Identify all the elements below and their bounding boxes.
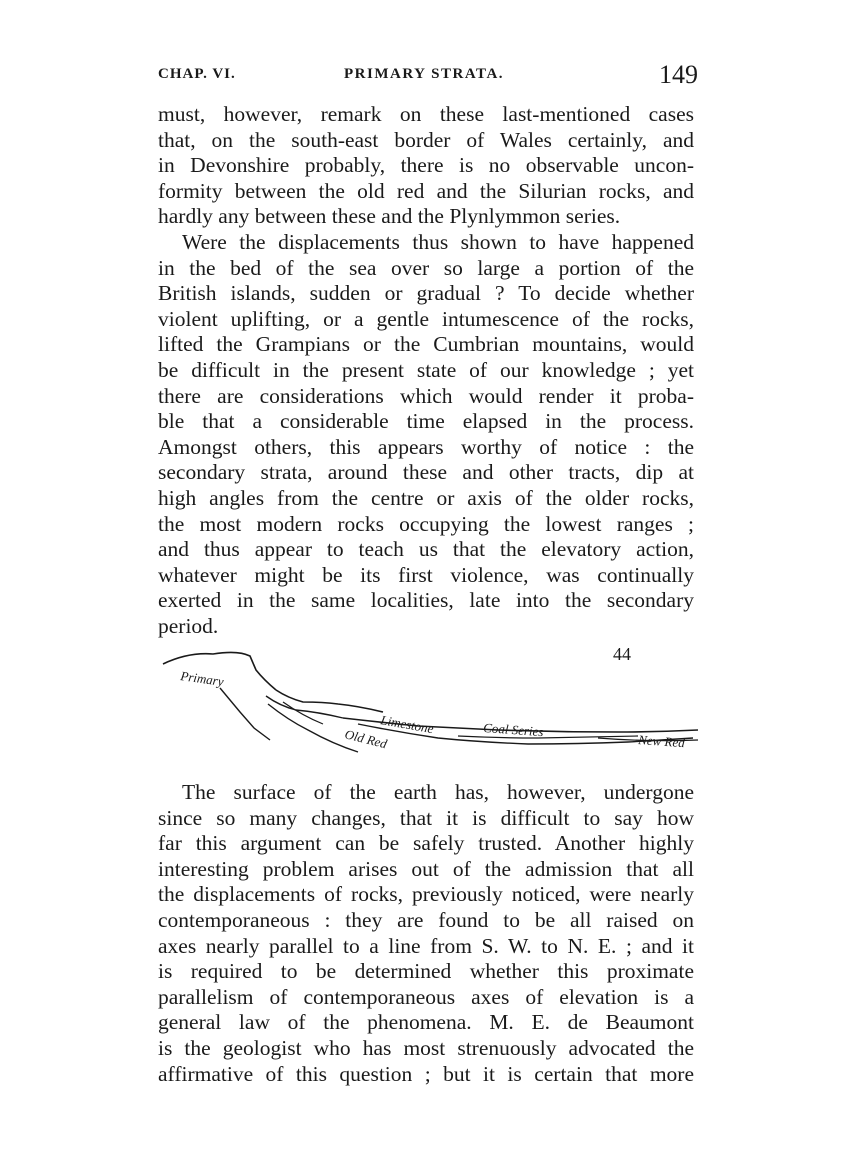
text-line: be difficult in the present state of our knowledge ; yet [158,357,694,382]
text-line: whatever might be its first violence, was continually [158,562,694,587]
strata-figure [158,640,708,770]
text-line: that, on the south-east border of Wales certainly, and [158,127,694,152]
figure-number: 44 [613,644,631,664]
text-line: in the bed of the sea over so large a portion of the [158,255,694,280]
text-line: period. [158,613,219,638]
text-line: secondary strata, around these and other tracts, dip at [158,460,694,485]
old-red-lower [268,704,358,752]
coal-series-line [458,736,638,738]
text-line: must, however, remark on these last-mentioned cases [158,102,694,126]
text-line: the most modern rocks occupying the lowest ranges ; [158,511,694,536]
text-line: exerted in the same localities, late into the secondary [158,588,694,613]
text-line: axes nearly parallel to a line from S. W. to N. E. ; and it [158,933,694,958]
running-head [158,60,698,92]
primary-label: Primary [179,668,225,690]
running-title: PRIMARY STRATA. [344,66,505,82]
page-number: 149 [659,60,698,89]
paragraph-main [158,780,694,1087]
strata-section-diagram [158,640,708,770]
text-line: The surface of the earth has, however, undergone [182,780,694,804]
text-line: the displacements of rocks, previously noticed, were nearly [158,882,694,907]
chapter-heading: CHAP. VI. [158,66,236,82]
text-line: parallelism of contemporaneous axes of elevation is a [158,984,694,1009]
coal-series-label: Coal Series [482,720,545,740]
new-red-label: New Red [637,732,686,751]
paragraph-continuation [158,102,694,639]
text-line: contemporaneous : they are found to be all raised on [158,907,694,932]
text-line: and thus appear to teach us that the elevatory action, [158,537,694,562]
text-line: there are considerations which would render it proba- [158,383,694,408]
text-line: affirmative of this question ; but it is certain that more [158,1061,694,1086]
text-line: is the geologist who has most strenuously advocated the [158,1035,694,1060]
limestone-label: Limestone [379,712,435,737]
text-line: hardly any between these and the Plynlymmon series. [158,204,621,229]
text-line: ble that a considerable time elapsed in the process. [158,409,694,434]
text-line: British islands, sudden or gradual ? To decide whether [158,281,694,306]
text-line: violent uplifting, or a gentle intumescence of the rocks, [158,306,694,331]
text-line: Were the displacements thus shown to have happened [182,229,694,254]
text-line: since so many changes, that it is difficult to say how [158,805,694,830]
text-line: Amongst others, this appears worthy of notice : the [158,434,694,459]
text-line: in Devonshire probably, there is no observable uncon- [158,153,694,178]
text-line: high angles from the centre or axis of the older rocks, [158,485,694,510]
text-line: far this argument can be safely trusted. Another highly [158,831,694,856]
text-line: is required to be determined whether this proximate [158,959,694,984]
text-line: general law of the phenomena. M. E. de Beaumont [158,1010,694,1035]
old-red-label: Old Red [343,726,389,752]
text-line: lifted the Grampians or the Cumbrian mountains, would [158,332,694,357]
text-line: formity between the old red and the Silurian rocks, and [158,178,694,203]
primary-inner-line [220,688,270,740]
text-line: interesting problem arises out of the admission that all [158,856,694,881]
